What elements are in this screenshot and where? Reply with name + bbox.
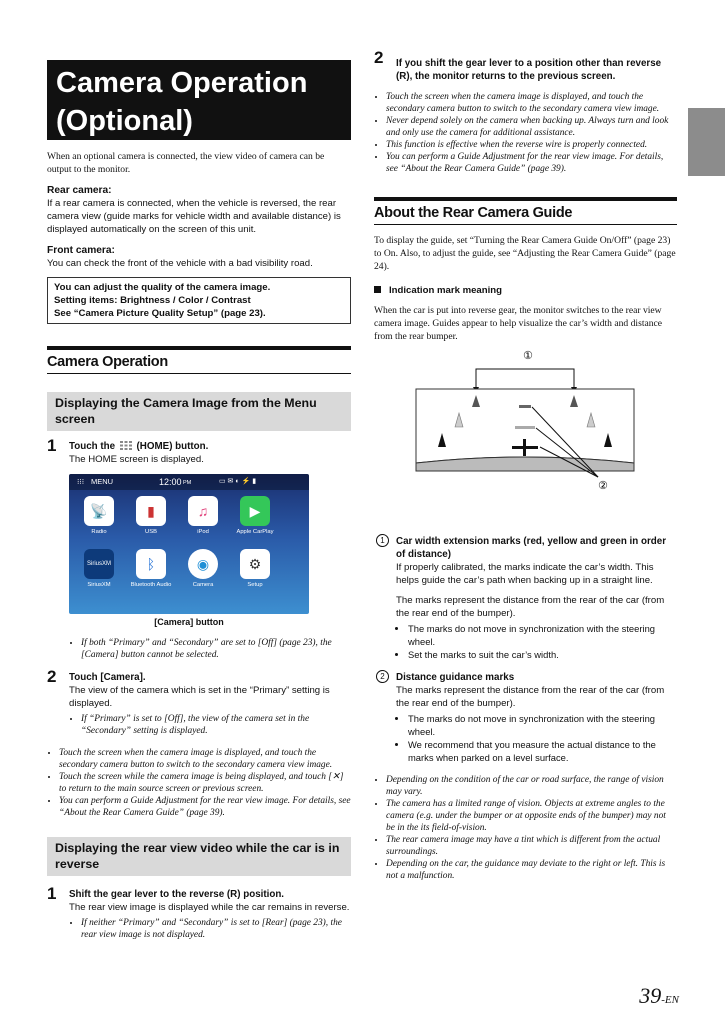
note-item: • Touch the screen when the camera image is displayed, and touch the secondary camera button to switch to the secondary camera view image. (59, 747, 351, 771)
subheading-display-camera: Displaying the Camera Image from the Menu screen (47, 392, 351, 431)
mark2-bullets (396, 712, 677, 764)
intro-text: When an optional camera is connected, the view video of camera can be output to the monitor. (47, 151, 325, 175)
home-icon (120, 441, 132, 450)
app-label-siriusxm: SiriusXM (87, 582, 111, 588)
right-column (374, 48, 677, 882)
left-notes (47, 747, 351, 819)
note-line: You can adjust the quality of the camera image. (54, 282, 271, 293)
step-title: Touch [Camera]. (69, 672, 146, 683)
siriusxm-logo-text: SiriusXM (86, 561, 111, 567)
square-bullet-icon (374, 286, 381, 293)
note-item: • Touch the screen while the camera image is being displayed, and touch [✕] to return to the main source screen or previous screen. (59, 771, 351, 795)
note-item: • If neither “Primary” and “Secondary” is set to [Rear] (page 23), the rear view image is not displayed. (81, 917, 351, 941)
app-label-carplay: Apple CarPlay (236, 529, 274, 535)
bullet-item: • The marks do not move in synchronization with the steering wheel. (408, 712, 677, 738)
page-number-value: 39 (639, 983, 662, 1008)
step-title-pre: Touch the (69, 441, 116, 452)
step-number: 1 (47, 884, 57, 903)
step-2 (47, 667, 351, 737)
carplay-icon[interactable]: ▶ (240, 496, 270, 526)
chapter-side-tab (688, 108, 725, 176)
home-screen-image (69, 474, 309, 614)
indication-heading (374, 285, 677, 296)
bullet-item: • We recommend that you measure the actual distance to the marks when parked on a level surface. (408, 738, 677, 764)
app-label-usb: USB (145, 529, 157, 535)
subheading-reverse: Displaying the rear view video while the car is in reverse (47, 837, 351, 876)
radio-icon[interactable]: 📡 (84, 496, 114, 526)
rear-camera-text: If a rear camera is connected, when the vehicle is reversed, the rear camera view (guide marks for vehicle width and available distance) is displayed automatically on the screen of this unit. (47, 198, 341, 235)
note-item: • This function is effective when the reverse wire is properly connected. (386, 139, 677, 151)
note-item: • If both “Primary” and “Secondary” are set to [Off] (page 23), the [Camera] button cannot be selected. (81, 637, 351, 661)
quality-note-box (47, 277, 351, 324)
menu-dots-icon[interactable]: ⁝⁝⁝ (77, 477, 85, 486)
right-notes (374, 91, 677, 175)
mark-2 (374, 671, 677, 764)
clock-time: 12:00 (159, 477, 182, 487)
step-title: Shift the gear lever to the reverse (R) position. (69, 889, 285, 900)
step-r1-notes (69, 917, 351, 941)
menu-label[interactable]: MENU (91, 477, 114, 486)
page-title-line1: Camera Operation (56, 67, 308, 99)
step-reverse-2 (374, 48, 677, 83)
guide-diagram (402, 347, 662, 527)
status-icons: ▭ ✉ ◐ ⚡ ▮ (219, 478, 257, 485)
step-title (69, 440, 351, 453)
screen-status-bar (69, 474, 309, 490)
section-heading-rear-guide: About the Rear Camera Guide (374, 197, 677, 225)
front-camera-text: You can check the front of the vehicle with a bad visibility road. (47, 258, 313, 269)
step-1 (47, 436, 351, 661)
guide-intro: To display the guide, set “Turning the Rear Camera Guide On/Off” (page 23) to On. Also, to adjust the guide, see “Adjusting the Rear Camera Guide” (page 24). (374, 235, 676, 272)
mark-body: The marks represent the distance from the rear of the car (from the rear end of the bumper). (396, 685, 665, 709)
siriusxm-icon[interactable] (84, 549, 114, 579)
mark-title: Car width extension marks (red, yellow and green in order of distance) (396, 536, 667, 560)
step-number: 1 (47, 436, 57, 455)
mark-number: 1 (376, 534, 389, 547)
step1-notes (69, 637, 351, 661)
clock-ampm: PM (183, 480, 192, 486)
step-reverse-1 (47, 884, 351, 941)
app-label-bluetooth: Bluetooth Audio (130, 582, 172, 588)
app-label-setup: Setup (247, 582, 263, 588)
bullet-item: • The marks do not move in synchronization with the steering wheel. (408, 622, 677, 648)
mark-1 (374, 535, 677, 661)
page-number (639, 983, 679, 1009)
mark-body: If properly calibrated, the marks indicate the car’s width. This helps guide the car’s path when backing up in a straight line. (396, 562, 654, 586)
left-column (47, 60, 351, 941)
note-item: • If “Primary” is set to [Off], the view of the camera set in the “Secondary” setting is displayed. (81, 713, 351, 737)
diagram-label-2: ② (598, 479, 608, 492)
step-title-post: (HOME) button. (136, 441, 209, 452)
ipod-icon[interactable]: ♫ (188, 496, 218, 526)
final-notes (374, 774, 677, 882)
camera-icon[interactable]: ◉ (188, 549, 218, 579)
mark-body: The marks represent the distance from the rear of the car (from the rear end of the bumper). (396, 595, 665, 619)
indication-text: When the car is put into reverse gear, the monitor switches to the rear view camera image. Guides appear to help visualize the car’s width and distance from the rear bumper. (374, 305, 663, 342)
note-line: Setting items: Brightness / Color / Contrast (54, 295, 251, 306)
step2-notes (69, 713, 351, 737)
rear-camera-label: Rear camera: (47, 185, 112, 196)
section-heading-camera-operation: Camera Operation (47, 346, 351, 374)
app-label-camera: Camera (192, 582, 214, 588)
note-item: • Never depend solely on the camera when backing up. Always turn and look and only use the camera for additional assistance. (386, 115, 677, 139)
mark-number: 2 (376, 670, 389, 683)
note-line: See “Camera Picture Quality Setup” (page 23). (54, 308, 266, 319)
note-item: • The rear camera image may have a tint which is different from the actual surroundings. (386, 834, 677, 858)
usb-icon[interactable]: ▮ (136, 496, 166, 526)
step-body: The view of the camera which is set in the “Primary” setting is displayed. (69, 685, 330, 709)
indication-heading-text: Indication mark meaning (389, 285, 503, 296)
step-number: 2 (374, 48, 384, 67)
note-item: • Depending on the condition of the car or road surface, the range of vision may vary. (386, 774, 677, 798)
note-item: • Touch the screen when the camera image is displayed, and touch the secondary camera button to switch to the secondary camera view image. (386, 91, 677, 115)
note-item: • The camera has a limited range of vision. Objects at extreme angles to the camera (e.g. under the bumper or at opposite ends of the bumper) may not be in the its field-of-vision. (386, 798, 677, 834)
step-title: If you shift the gear lever to a position other than reverse (R), the monitor returns to the previous screen. (396, 58, 662, 82)
step-body: The rear view image is displayed while the car remains in reverse. (69, 902, 350, 913)
setup-gear-icon[interactable]: ⚙ (240, 549, 270, 579)
note-item: • You can perform a Guide Adjustment for the rear view image. For details, see “About the Rear Camera Guide” (page 39). (386, 151, 677, 175)
page-number-suffix: -EN (661, 994, 679, 1006)
bluetooth-icon[interactable]: ᛒ (136, 549, 166, 579)
step-number: 2 (47, 667, 57, 686)
bullet-item: • Set the marks to suit the car’s width. (408, 648, 677, 661)
camera-button-caption: [Camera] button (154, 617, 224, 627)
front-camera-label: Front camera: (47, 245, 115, 256)
app-label-radio: Radio (91, 529, 107, 535)
guide-diagram-svg (402, 347, 662, 527)
note-item: • You can perform a Guide Adjustment for the rear view image. For details, see “About the Rear Camera Guide” (page 39). (59, 795, 351, 819)
note-item: • Depending on the car, the guidance may deviate to the right or left. This is not a malfunction. (386, 858, 677, 882)
page-title-line2: (Optional) (56, 105, 193, 137)
diagram-label-1: ① (523, 349, 533, 362)
step-body: The HOME screen is displayed. (69, 454, 204, 465)
mark-title: Distance guidance marks (396, 672, 515, 683)
page-title (47, 60, 351, 140)
app-label-ipod: iPod (197, 529, 209, 535)
mark1-bullets (396, 622, 677, 661)
